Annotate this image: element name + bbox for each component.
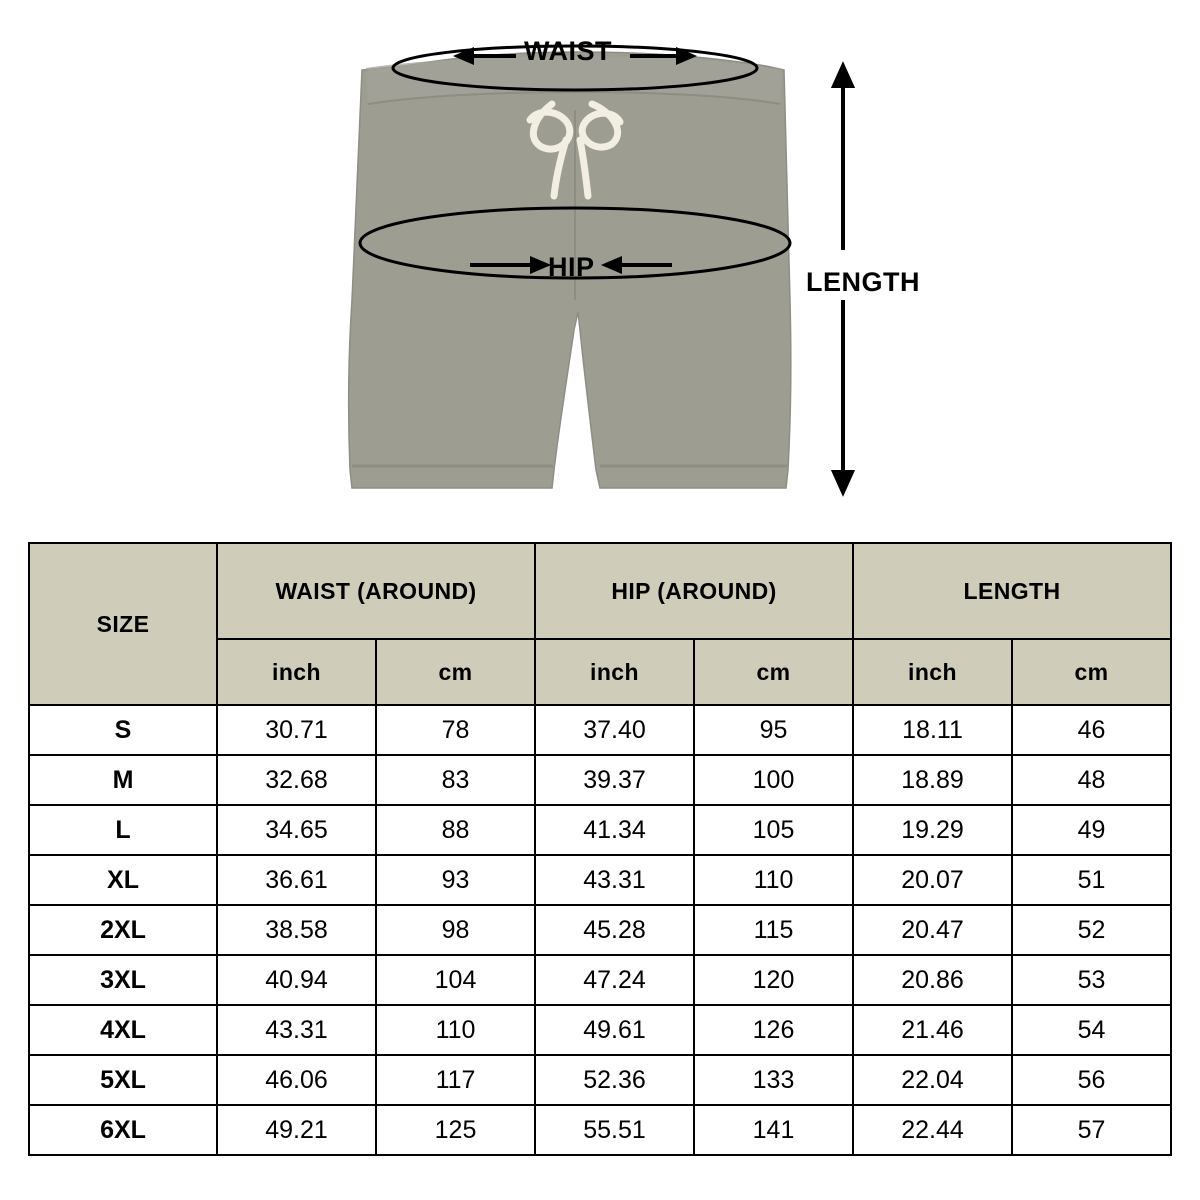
cell-hip-cm: 141 bbox=[694, 1105, 853, 1155]
cell-hip-cm: 105 bbox=[694, 805, 853, 855]
table-row bbox=[29, 1005, 1171, 1055]
size-chart-table bbox=[28, 542, 1172, 1156]
cell-size: S bbox=[29, 705, 217, 755]
cell-waist-cm: 104 bbox=[376, 955, 535, 1005]
cell-waist-inch: 36.61 bbox=[217, 855, 376, 905]
table-row bbox=[29, 855, 1171, 905]
cell-length-inch: 20.86 bbox=[853, 955, 1012, 1005]
cell-hip-cm: 133 bbox=[694, 1055, 853, 1105]
cell-waist-inch: 30.71 bbox=[217, 705, 376, 755]
cell-size: 2XL bbox=[29, 905, 217, 955]
cell-waist-cm: 83 bbox=[376, 755, 535, 805]
hip-label: HIP bbox=[548, 252, 595, 282]
cell-length-inch: 22.44 bbox=[853, 1105, 1012, 1155]
table-row bbox=[29, 905, 1171, 955]
cell-size: L bbox=[29, 805, 217, 855]
header-length-cm: cm bbox=[1012, 639, 1171, 705]
cell-waist-inch: 40.94 bbox=[217, 955, 376, 1005]
cell-length-cm: 56 bbox=[1012, 1055, 1171, 1105]
cell-size: 5XL bbox=[29, 1055, 217, 1105]
cell-waist-cm: 93 bbox=[376, 855, 535, 905]
header-size: SIZE bbox=[29, 543, 217, 705]
size-diagram bbox=[0, 0, 1200, 530]
cell-length-cm: 48 bbox=[1012, 755, 1171, 805]
cell-length-cm: 51 bbox=[1012, 855, 1171, 905]
cell-waist-inch: 49.21 bbox=[217, 1105, 376, 1155]
cell-waist-inch: 34.65 bbox=[217, 805, 376, 855]
cell-length-inch: 18.11 bbox=[853, 705, 1012, 755]
header-waist: WAIST (AROUND) bbox=[217, 543, 535, 639]
cell-waist-cm: 98 bbox=[376, 905, 535, 955]
cell-size: M bbox=[29, 755, 217, 805]
table-row bbox=[29, 1055, 1171, 1105]
cell-waist-inch: 43.31 bbox=[217, 1005, 376, 1055]
cell-waist-inch: 38.58 bbox=[217, 905, 376, 955]
cell-length-inch: 20.47 bbox=[853, 905, 1012, 955]
cell-length-cm: 54 bbox=[1012, 1005, 1171, 1055]
waist-label: WAIST bbox=[524, 36, 612, 66]
table-row bbox=[29, 755, 1171, 805]
cell-length-cm: 49 bbox=[1012, 805, 1171, 855]
table-body bbox=[29, 705, 1171, 1155]
header-waist-cm: cm bbox=[376, 639, 535, 705]
cell-waist-cm: 117 bbox=[376, 1055, 535, 1105]
cell-waist-cm: 78 bbox=[376, 705, 535, 755]
cell-hip-cm: 110 bbox=[694, 855, 853, 905]
table-row bbox=[29, 1105, 1171, 1155]
cell-size: XL bbox=[29, 855, 217, 905]
header-length: LENGTH bbox=[853, 543, 1171, 639]
cell-length-inch: 18.89 bbox=[853, 755, 1012, 805]
table-row bbox=[29, 955, 1171, 1005]
cell-waist-inch: 46.06 bbox=[217, 1055, 376, 1105]
header-waist-inch: inch bbox=[217, 639, 376, 705]
cell-hip-inch: 39.37 bbox=[535, 755, 694, 805]
shorts-illustration bbox=[0, 0, 1200, 530]
cell-hip-cm: 100 bbox=[694, 755, 853, 805]
cell-length-inch: 20.07 bbox=[853, 855, 1012, 905]
header-hip-cm: cm bbox=[694, 639, 853, 705]
cell-length-inch: 21.46 bbox=[853, 1005, 1012, 1055]
table-row bbox=[29, 705, 1171, 755]
cell-hip-inch: 49.61 bbox=[535, 1005, 694, 1055]
cell-length-cm: 46 bbox=[1012, 705, 1171, 755]
header-hip: HIP (AROUND) bbox=[535, 543, 853, 639]
cell-hip-cm: 120 bbox=[694, 955, 853, 1005]
header-hip-inch: inch bbox=[535, 639, 694, 705]
header-length-inch: inch bbox=[853, 639, 1012, 705]
cell-hip-inch: 41.34 bbox=[535, 805, 694, 855]
cell-length-inch: 22.04 bbox=[853, 1055, 1012, 1105]
cell-waist-cm: 88 bbox=[376, 805, 535, 855]
cell-hip-inch: 55.51 bbox=[535, 1105, 694, 1155]
cell-hip-inch: 47.24 bbox=[535, 955, 694, 1005]
table-header-row-groups bbox=[29, 543, 1171, 639]
cell-length-inch: 19.29 bbox=[853, 805, 1012, 855]
cell-hip-cm: 126 bbox=[694, 1005, 853, 1055]
cell-length-cm: 57 bbox=[1012, 1105, 1171, 1155]
table-row bbox=[29, 805, 1171, 855]
cell-size: 4XL bbox=[29, 1005, 217, 1055]
cell-hip-inch: 43.31 bbox=[535, 855, 694, 905]
length-label: LENGTH bbox=[806, 267, 920, 297]
cell-size: 3XL bbox=[29, 955, 217, 1005]
cell-hip-inch: 45.28 bbox=[535, 905, 694, 955]
cell-length-cm: 53 bbox=[1012, 955, 1171, 1005]
cell-hip-inch: 37.40 bbox=[535, 705, 694, 755]
cell-size: 6XL bbox=[29, 1105, 217, 1155]
cell-waist-cm: 125 bbox=[376, 1105, 535, 1155]
cell-hip-inch: 52.36 bbox=[535, 1055, 694, 1105]
cell-hip-cm: 95 bbox=[694, 705, 853, 755]
cell-waist-cm: 110 bbox=[376, 1005, 535, 1055]
cell-waist-inch: 32.68 bbox=[217, 755, 376, 805]
cell-length-cm: 52 bbox=[1012, 905, 1171, 955]
cell-hip-cm: 115 bbox=[694, 905, 853, 955]
table-head bbox=[29, 543, 1171, 705]
